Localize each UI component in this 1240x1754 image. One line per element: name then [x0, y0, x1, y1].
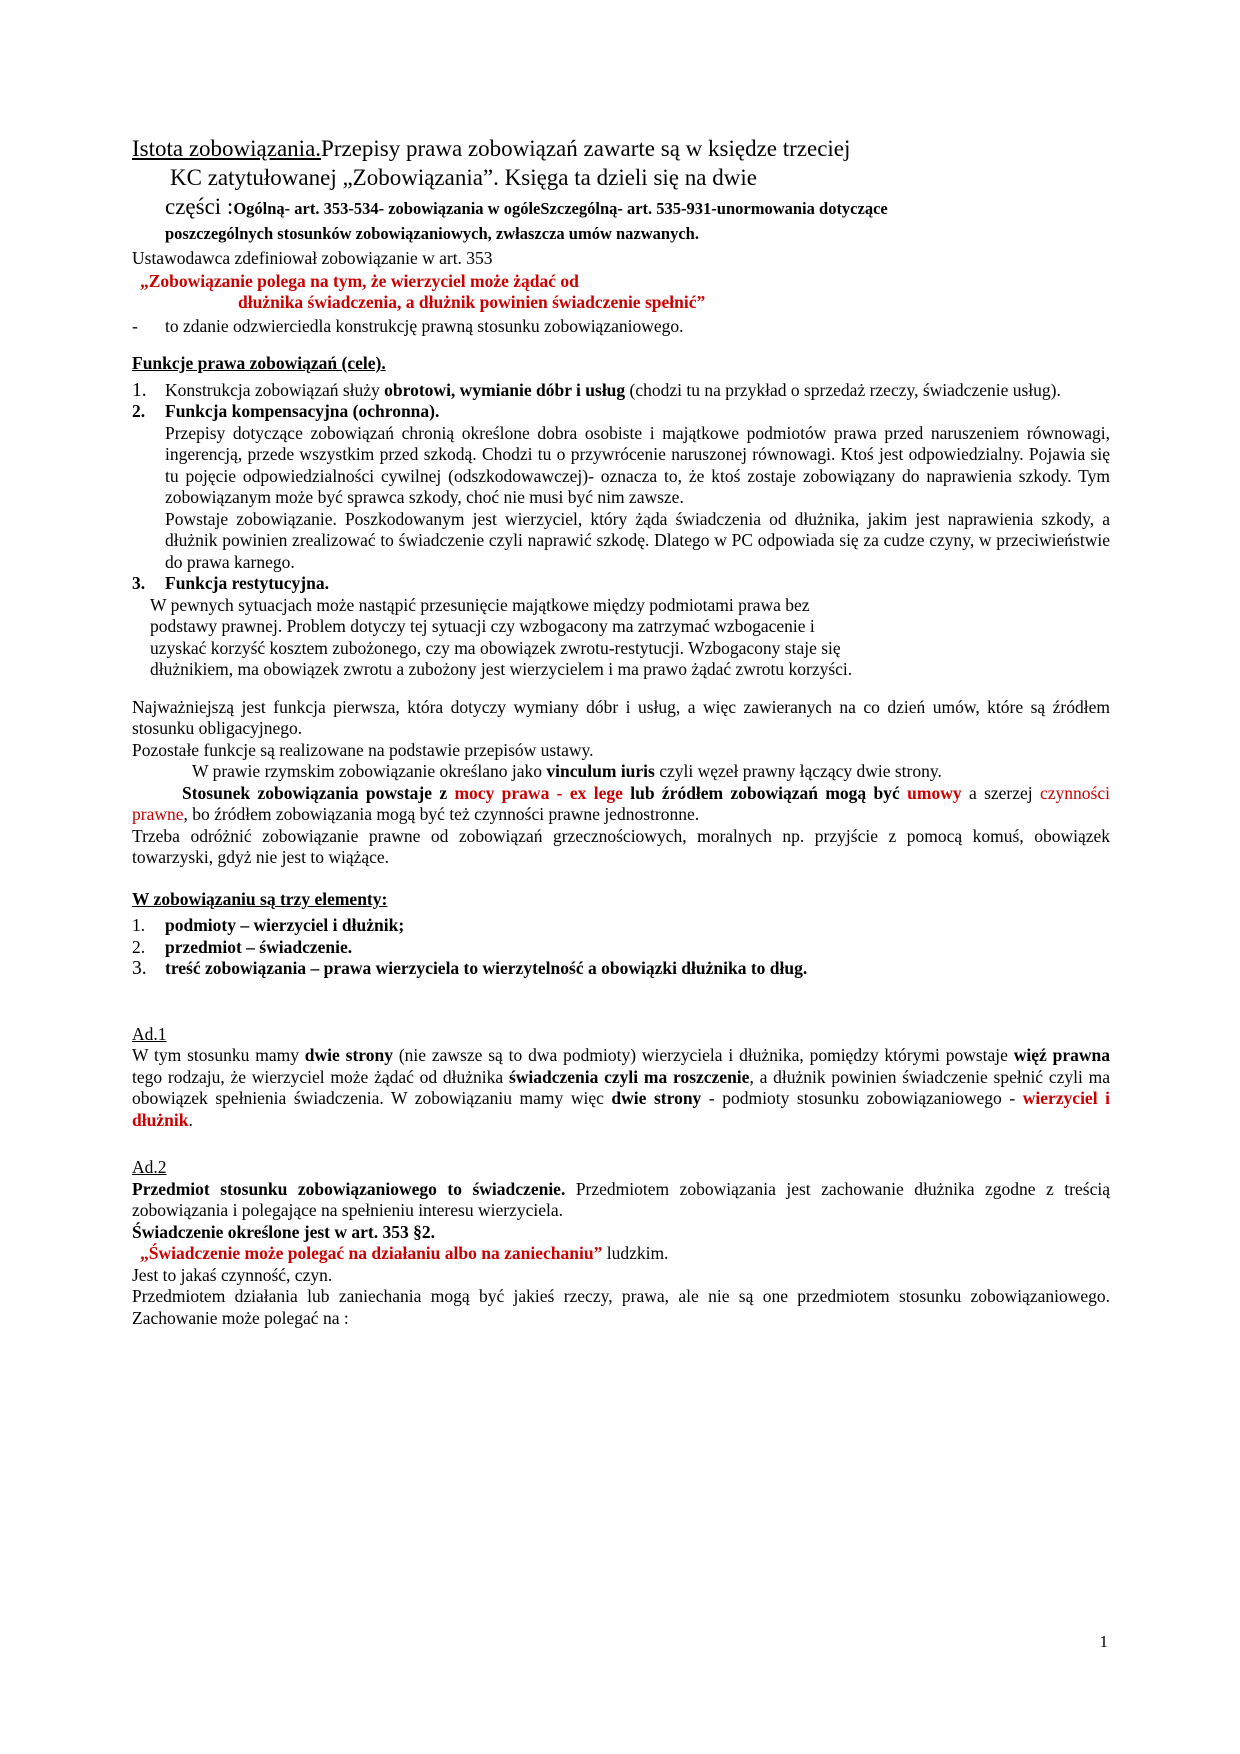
- element-item-1: [132, 915, 1110, 937]
- quote-comment: to zdanie odzwierciedla konstrukcję prawną stosunku zobowiązaniowego.: [165, 315, 684, 336]
- text-run: (nie zawsze są to dwa podmioty) wierzyciela i dłużnika, pomiędzy którymi powstaje: [398, 1045, 1014, 1065]
- item-2-heading: Funkcja kompensacyjna (ochronna).: [165, 401, 440, 421]
- sources-paragraph: [132, 783, 1110, 826]
- text-run: , bo źródłem zobowiązania mogą być też czynności prawne jednostronne.: [183, 804, 700, 824]
- statute-quote-line-1: „Zobowiązanie polega na tym, że wierzyciel może żądać od: [140, 270, 579, 291]
- item-2-paragraph-1: Przepisy dotyczące zobowiązań chronią określone dobra osobiste i majątkowe podmiotów prawa przed naruszeniem równowagi, ingerencją, przede wszystkim przed szkodą. Chodzi tu o przywrócenie naruszonej równowagi. Ktoś jest odpowiedzialny. Pojawia się tu pojęcie odpowiedzialności cywilnej (odszkodowawczej)- oznacza to, że ktoś zostaje zobowiązany do naprawienia szkody. Tym zobowiązanym może być sprawca szkody, choć nie musi być nim zawsze.: [165, 422, 1110, 507]
- functions-heading: Funkcje prawa zobowiązań (cele).: [132, 353, 386, 373]
- ad2-paragraph-4: Jest to jakaś czynność, czyn.: [132, 1264, 333, 1285]
- quote-comment-row: [132, 316, 1110, 338]
- title-line-3-big: części :: [165, 194, 234, 219]
- title-line-3-small: Ogólną- art. 353-534- zobowiązania w ogóleSzczególną- art. 535-931-unormowania dotyczące: [233, 199, 888, 218]
- text-run: - podmioty stosunku zobowiązaniowego -: [708, 1088, 1023, 1108]
- text-run-bold: dwie strony: [304, 1045, 399, 1065]
- text-run-red: czynności prawne: [132, 782, 1110, 824]
- element-item-2: [132, 937, 1110, 959]
- text-run-red-bold: mocy prawa - ex lege: [454, 782, 631, 803]
- text-run: W tym stosunku mamy: [132, 1045, 305, 1065]
- document-content: [132, 134, 1110, 1329]
- title-line-2: KC zatytułowanej „Zobowiązania”. Księga ta dzieli się na dwie: [170, 165, 757, 190]
- summary-paragraph-3: Trzeba odróżnić zobowiązanie prawne od zobowiązań grzecznościowych, moralnych np. przyjście z pomocą komuś, obowiązek towarzyski, gdyż nie jest to wiążące.: [132, 825, 1110, 867]
- summary-paragraph-1: Najważniejszą jest funkcja pierwsza, która dotyczy wymiany dóbr i usług, a więc zawieranych na co dzień umów, które są źródłem stosunku obligacyjnego.: [132, 696, 1110, 738]
- page-number: 1: [1099, 1632, 1108, 1651]
- text-run-red-bold: „Świadczenie może polegać na działaniu albo na zaniechaniu”: [140, 1243, 603, 1263]
- text-run-red-bold: wierzyciel i dłużnik: [132, 1088, 1110, 1130]
- ad2-paragraph-2: Świadczenie określone jest w art. 353 §2.: [132, 1221, 435, 1242]
- title-line-3: [132, 192, 1110, 223]
- text-run: .: [188, 1109, 193, 1130]
- title-line-1: [132, 134, 1110, 163]
- text-run-bold: Stosunek zobowiązania powstaje z: [182, 782, 455, 803]
- ad1-heading: Ad.1: [132, 1023, 167, 1044]
- element-1-text: podmioty – wierzyciel i dłużnik;: [165, 915, 405, 935]
- ad2-paragraph-1: [132, 1179, 1110, 1222]
- doc-title: [132, 134, 1110, 244]
- text-run: Przedmiotem zobowiązania jest zachowanie dłużnika zgodne z treścią zobowiązania i polegające na spełnieniu interesu wierzyciela.: [132, 1178, 1110, 1220]
- ad1-paragraph: [132, 1045, 1110, 1131]
- title-line-4: poszczególnych stosunków zobowiązaniowych, zwłaszcza umów nazwanych.: [165, 224, 699, 243]
- ad2-paragraph-5: Przedmiotem działania lub zaniechania mogą być jakieś rzeczy, prawa, ale nie są one przedmiotem stosunku zobowiązaniowego. Zachowanie może polegać na :: [132, 1286, 1110, 1328]
- text-run: tego rodzaju, że wierzyciel może żądać od dłużnika: [132, 1066, 509, 1087]
- function-item-2: [132, 401, 1110, 573]
- element-1-number: 1.: [132, 915, 146, 935]
- text-run-red-bold: umowy: [907, 782, 962, 803]
- intro-law-ref: Ustawodawca zdefiniował zobowiązanie w art. 353: [132, 248, 493, 268]
- ad2-heading: Ad.2: [132, 1157, 167, 1177]
- text-run-bold: obrotowi, wymianie dóbr i usług: [384, 379, 630, 400]
- function-item-3: [132, 573, 1110, 681]
- text-run-bold: lub źródłem zobowiązań mogą być: [630, 782, 908, 803]
- text-run: (chodzi tu na przykład o sprzedaż rzeczy, świadczenie usług).: [629, 379, 1061, 400]
- item-3-paragraph: W pewnych sytuacjach może nastąpić przesunięcie majątkowe między podmiotami prawa bez podstawy prawnej. Problem dotyczy tej sytuacji czy wzbogacony ma zatrzymać wzbogacenie i uzyskać korzyść kosztem zubożonego, czy ma obowiązek zwrotu-restytucji. Wzbogacony staje się dłużnikiem, ma obowiązek zwrotu a zubożony jest wierzycielem i ma prawo żądać zwrotu korzyści.: [150, 594, 853, 679]
- item-1-number: 1.: [132, 379, 147, 401]
- item-2-body: [165, 401, 1110, 573]
- item-2-paragraph-2: Powstaje zobowiązanie. Poszkodowanym jest wierzyciel, który żąda świadczenia od dłużnika, jakim jest naprawienia szkody, a dłużnik powinien zrealizować to świadczenie czyli naprawić szkodę. Dlatego w PC odpowiada się za cudze czyny, w przeciwieństwie do prawa karnego.: [165, 508, 1110, 572]
- roman-law-paragraph: [132, 761, 1110, 783]
- element-2-text: przedmiot – świadczenie.: [165, 936, 353, 957]
- text-run-bold: więź prawna: [1013, 1045, 1111, 1065]
- summary-section: [132, 697, 1110, 869]
- ad2-quote-line: [132, 1243, 1110, 1265]
- statute-quote-line-2: dłużnika świadczenia, a dłużnik powinien świadczenie spełnić”: [238, 292, 706, 312]
- text-run-bold: Przedmiot stosunku zobowiązaniowego to świadczenie.: [132, 1178, 576, 1199]
- item-3-body: [150, 573, 1110, 681]
- title-lead: Istota zobowiązania.: [132, 136, 322, 161]
- title-line-1-rest: Przepisy prawa zobowiązań zawarte są w księdze trzeciej: [321, 136, 851, 161]
- item-1-body: [165, 380, 1110, 402]
- text-run: W prawie rzymskim zobowiązanie określano jako: [192, 761, 547, 781]
- element-3-text: treść zobowiązania – prawa wierzyciela to wierzytelność a obowiązki dłużnika to dług.: [165, 958, 808, 978]
- element-3-number: 3.: [132, 958, 147, 979]
- text-run-bold: vinculum iuris: [546, 761, 655, 781]
- item-2-number: 2.: [132, 401, 146, 421]
- text-run: czyli węzeł prawny łączący dwie strony.: [654, 761, 942, 781]
- dash-marker: -: [132, 315, 138, 336]
- elements-heading: W zobowiązaniu są trzy elementy:: [132, 888, 388, 909]
- text-run: , a dłużnik powinien świadczenie spełnić czyli ma obowiązek spełnienia świadczenia. W zobowiązaniu mamy więc: [132, 1066, 1110, 1108]
- text-run: Konstrukcja zobowiązań służy: [165, 379, 385, 400]
- text-run: a szerzej: [961, 782, 1040, 803]
- text-run-bold: dwie strony: [611, 1088, 709, 1108]
- text-run-bold: świadczenia czyli ma roszczenie: [508, 1066, 750, 1087]
- element-2-number: 2.: [132, 936, 146, 957]
- element-item-3: [132, 958, 1110, 980]
- text-run: ludzkim.: [602, 1243, 669, 1263]
- statute-quote: [132, 271, 1110, 314]
- function-item-1: [132, 380, 1110, 402]
- item-3-number: 3.: [132, 573, 146, 593]
- item-3-heading: Funkcja restytucyjna.: [165, 573, 329, 593]
- summary-paragraph-2: Pozostałe funkcje są realizowane na podstawie przepisów ustawy.: [132, 739, 594, 760]
